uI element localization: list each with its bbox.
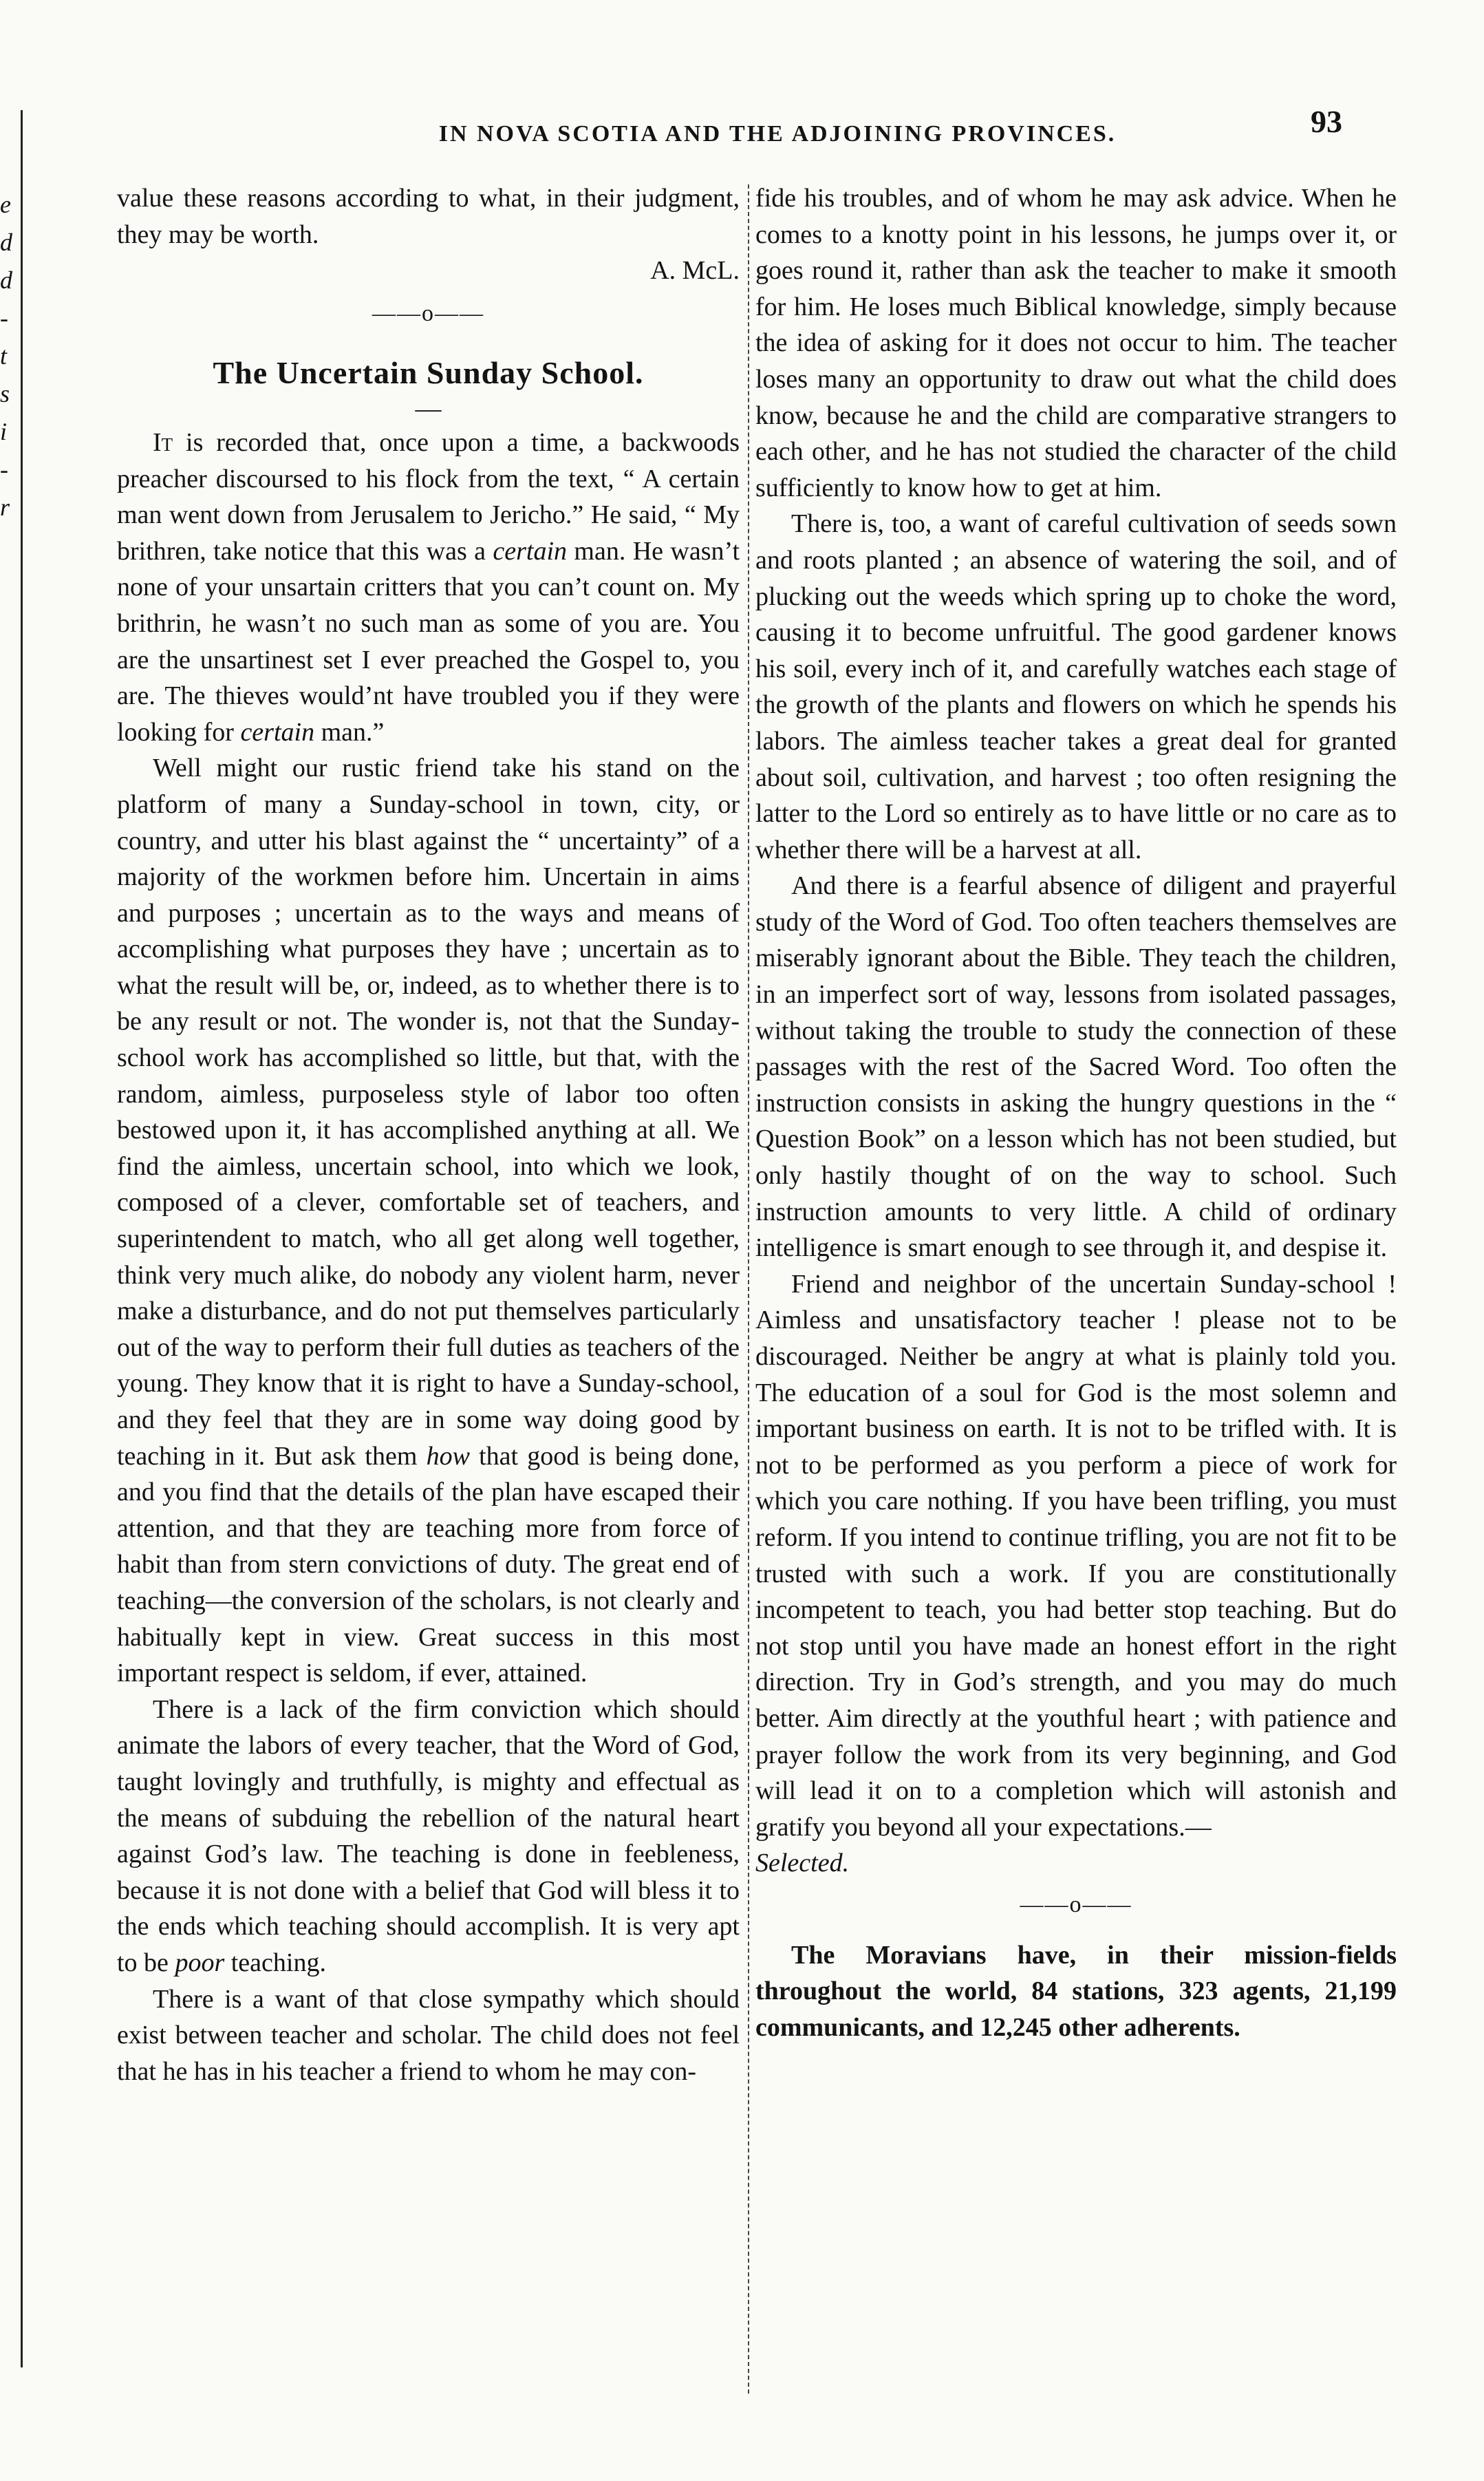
paragraph-text: that good is being done, and you find that the details of the plan have escaped their attention, and that they are teaching more from force of habit than from stern convictions of duty. The great end of teaching—the conversion of the scholars, is not clearly and habitually kept in view. Great success in this most important respect is seldom, if ever, attained.: [117, 1441, 740, 1688]
paragraph-text: Friend and neighbor of the uncertain Sunday-school ! Aimless and unsatisfactory teacher ! please not to be discouraged. Neither be angry at what is plainly told you. The education of a soul for God is the most solemn and important business on earth. It is not to be trifled with. It is not to be performed as you perform a piece of work for which you care nothing. If you have been trifling, you must reform. If you intend to continue trifling, you are not fit to be trusted with such a work. If you are constitutionally incompetent to teach, you had better stop teaching. But do not stop until you have made an honest effort in the right direction. Try in God’s strength, and you may do much better. Aim directly at the youthful heart ; with patience and prayer follow the work from its very beginning, and God will lead it on to a completion which will astonish and gratify you beyond all your expectations.—: [755, 1269, 1397, 1842]
article-paragraph: [755, 1266, 1397, 1882]
paragraph-text: There is a lack of the firm conviction which should animate the labors of every teacher, that the Word of God, taught lovingly and truthfully, is mighty and effectual as the means of subduing the rebellion of the natural heart against God’s law. The teaching is done in feebleness, because it is not done with a belief that God will bless it to the ends which teaching should accomplish. It is very apt to be: [117, 1694, 740, 1977]
emphasis-text: poor: [175, 1948, 225, 1977]
paragraph-lead: It: [153, 427, 173, 457]
emphasis-text: certain: [493, 536, 568, 566]
author-signature: A. McL.: [650, 256, 740, 286]
column-divider: [748, 184, 749, 2394]
left-column: [117, 180, 740, 2089]
paragraph-text: man. He wasn’t none of your unsartain critters that you can’t count on. My brithrin, he wasn’t no such man as some of you are. You are the unsartinest set I ever preached the Gospel to, you are. The thieves would’nt have troubled you if they were looking for: [117, 536, 740, 747]
article-paragraph: [117, 425, 740, 750]
paragraph-text: teaching.: [224, 1948, 326, 1977]
page-number: 93: [1311, 104, 1342, 139]
article-paragraph: There is a want of that close sympathy which should exist between teacher and scholar. The child does not feel that he has in his teacher a friend to whom he may con-: [117, 1984, 740, 2086]
left-edge-fragment: e d d - t s i - r: [0, 191, 12, 521]
right-column: [755, 180, 1397, 2045]
article-paragraph: [117, 750, 740, 1691]
emphasis-text: certain: [240, 717, 315, 747]
paragraph-text: Well might our rustic friend take his stand on the platform of many a Sunday-school in town, city, or country, and utter his blast against the “ uncertainty” of a majority of the workmen before him. Uncertain in aims and purposes ; uncertain as to the ways and means of accomplishing what purposes they have ; uncertain as to what the result will be, or, indeed, as to whether there is to be any result or not. The wonder is, not that the Sunday-school work has accomplished so little, but that, with the random, aimless, purposeless style of labor too often bestowed upon it, it has accomplished anything at all. We find the aimless, uncertain school, into which we look, composed of a clever, comfortable set of teachers, and superintendent to match, who all get along well together, think very much alike, do nobody any violent harm, never make a disturbance, and do not put themselves particularly out of the way to perform their full duties as teachers of the young. They know that it is right to have a Sunday-school, and they feel that they are in some way doing good by teaching in it. But ask them: [117, 754, 740, 1471]
continuation-paragraph: fide his troubles, and of whom he may ask advice. When he comes to a knotty point in his lessons, he jumps over it, or goes round it, rather than ask the teacher to make it smooth for him. He loses much Biblical knowledge, simply because the idea of asking for it does not occur to him. The teacher loses many an opportunity to draw out what the child does know, because he and the child are comparative strangers to each other, and he has not studied the character of the child sufficiently to know how to get at him.: [755, 184, 1397, 502]
emphasis-text: how: [426, 1441, 470, 1471]
section-separator: ——o——: [372, 300, 484, 326]
source-credit: Selected.: [755, 1849, 850, 1878]
section-separator: ——o——: [1020, 1891, 1132, 1917]
continuation-paragraph: value these reasons according to what, in their judgment, they may be worth.: [117, 184, 740, 249]
article-paragraph: And there is a fearful absence of diligent and prayerful study of the Word of God. Too often teachers themselves are miserably ignorant about the Bible. They teach the children, in an imperfect sort of way, lessons from isolated passages, without taking the trouble to study the connection of these passages with the rest of the Sacred Word. Too often the instruction consists in asking the hungry questions in the “ Question Book” on a lesson which has not been studied, but only hastily thought of on the way to school. Such instruction amounts to very little. A child of ordinary intelligence is smart enough to see through it, and despise it.: [755, 871, 1397, 1263]
running-header: IN NOVA SCOTIA AND THE ADJOINING PROVINCES.: [438, 121, 1117, 147]
left-margin-rule: [21, 110, 23, 2367]
title-dash: —: [415, 394, 442, 423]
article-title: The Uncertain Sunday School.: [213, 355, 644, 391]
paragraph-text: man.”: [314, 717, 385, 747]
article-paragraph: [117, 1692, 740, 1981]
news-item: The Moravians have, in their mission-fields throughout the world, 84 stations, 323 agents, 21,199 communicants, and 12,245 other adherents.: [755, 1940, 1397, 2042]
article-paragraph: There is, too, a want of careful cultivation of seeds sown and roots planted ; an absence of watering the soil, and of plucking out the weeds which spring up to choke the word, causing it to become unfruitful. The good gardener knows his soil, every inch of it, and carefully watches each stage of the growth of the plants and flowers on which he spends his labors. The aimless teacher takes a great deal for granted about soil, cultivation, and harvest ; too often resigning the latter to the Lord so entirely as to have little or no care as to whether there will be a harvest at all.: [755, 509, 1397, 864]
paragraph-text: is recorded that, once upon a time, a backwoods preacher discoursed to his flock from the text, “ A certain man went down from Jerusalem to Jericho.” He said, “ My brithren, take notice that this was a: [117, 427, 740, 566]
